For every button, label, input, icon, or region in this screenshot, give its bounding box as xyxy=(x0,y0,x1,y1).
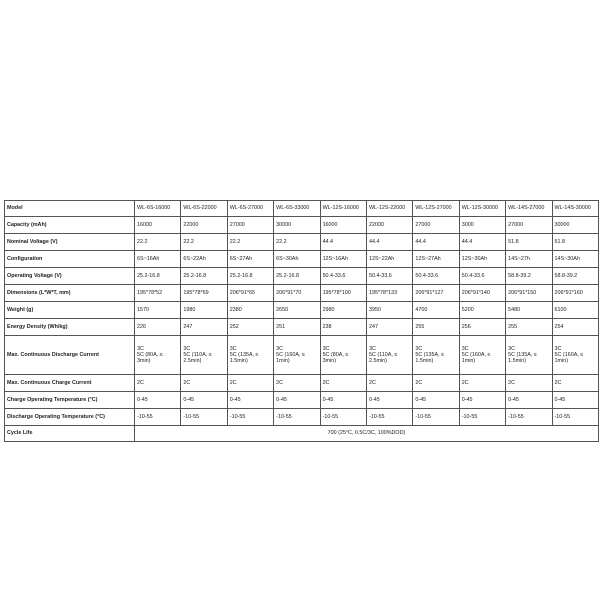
table-cell: 12S~16Ah xyxy=(320,251,366,268)
table-cell: 195*78*69 xyxy=(181,285,227,302)
table-cell: 30000 xyxy=(552,217,598,234)
table-cell: -10-55 xyxy=(320,409,366,426)
table-cell: 2C xyxy=(366,375,412,392)
table-cell: 0-45 xyxy=(135,392,181,409)
table-cell: -10-55 xyxy=(413,409,459,426)
table-cell: 16000 xyxy=(320,217,366,234)
table-cell: 2C xyxy=(552,375,598,392)
row-label: Charge Operating Temperature (°C) xyxy=(5,392,135,409)
table-cell: 44.4 xyxy=(459,234,505,251)
table-row xyxy=(5,336,599,375)
table-cell: 226 xyxy=(135,319,181,336)
table-cell: 0-45 xyxy=(459,392,505,409)
table-cell: 12S~30Ah xyxy=(459,251,505,268)
row-label: Cycle Life xyxy=(5,426,135,442)
row-label: Configuration xyxy=(5,251,135,268)
table-cell: -10-55 xyxy=(135,409,181,426)
table-cell: 14S~27h xyxy=(506,251,552,268)
table-cell: 2C xyxy=(135,375,181,392)
table-cell: 22.2 xyxy=(274,234,320,251)
row-label: Max. Continuous Discharge Current xyxy=(5,336,135,375)
model-header: WL-14S-27000 xyxy=(506,201,552,217)
model-header: WL-6S-22000 xyxy=(181,201,227,217)
table-cell: 44.4 xyxy=(320,234,366,251)
table-cell: 25.2-16.8 xyxy=(227,268,273,285)
table-row xyxy=(5,251,599,268)
table-cell: -10-55 xyxy=(181,409,227,426)
table-header-row xyxy=(5,201,599,217)
table-cell: 0-45 xyxy=(274,392,320,409)
model-header: WL-12S-22000 xyxy=(366,201,412,217)
table-cell: -10-55 xyxy=(506,409,552,426)
table-cell: 22000 xyxy=(366,217,412,234)
row-label: Discharge Operating Temperature (°C) xyxy=(5,409,135,426)
table-cell: 22.2 xyxy=(227,234,273,251)
table-cell: 0-45 xyxy=(366,392,412,409)
table-cell: 50.4-33.6 xyxy=(366,268,412,285)
table-cell: 3C 5C (135A, ≤ 1.5min) xyxy=(413,336,459,375)
table-cell: 0-45 xyxy=(320,392,366,409)
table-cell: 25.2-16.8 xyxy=(181,268,227,285)
table-cell: 51.8 xyxy=(506,234,552,251)
cycle-life-value: 700 (25°C, 0.5C/3C, 100%DOD) xyxy=(135,426,599,442)
table-cell: 1570 xyxy=(135,302,181,319)
table-cell: 25.2-16.8 xyxy=(274,268,320,285)
table-cell: 3C 5C (135A, ≤ 1.5min) xyxy=(227,336,273,375)
table-cell: 6S~30Ah xyxy=(274,251,320,268)
table-cell: 27000 xyxy=(506,217,552,234)
table-cell: 206*91*140 xyxy=(459,285,505,302)
table-cell: -10-55 xyxy=(552,409,598,426)
table-cell: 2C xyxy=(506,375,552,392)
table-cell: -10-55 xyxy=(366,409,412,426)
table-cell: 2C xyxy=(181,375,227,392)
cycle-life-row xyxy=(5,426,599,442)
model-header: WL-12S-30000 xyxy=(459,201,505,217)
table-row xyxy=(5,302,599,319)
row-label: Nominal Voltage (V) xyxy=(5,234,135,251)
model-header: WL-6S-33000 xyxy=(274,201,320,217)
battery-spec-table xyxy=(4,200,599,442)
table-cell: -10-55 xyxy=(459,409,505,426)
table-cell: 6S~16Ah xyxy=(135,251,181,268)
table-cell: 44.4 xyxy=(413,234,459,251)
table-cell: 3C 5C (135A, ≤ 1.5min) xyxy=(506,336,552,375)
table-row xyxy=(5,409,599,426)
model-header: WL-6S-27000 xyxy=(227,201,273,217)
table-cell: 50.4-33.6 xyxy=(320,268,366,285)
table-cell: 195*78*133 xyxy=(366,285,412,302)
table-row xyxy=(5,268,599,285)
table-cell: 30000 xyxy=(274,217,320,234)
table-cell: 27000 xyxy=(413,217,459,234)
table-cell: 16000 xyxy=(135,217,181,234)
table-cell: 50.4-33.6 xyxy=(459,268,505,285)
table-cell: 206*91*65 xyxy=(227,285,273,302)
table-row xyxy=(5,392,599,409)
model-header: WL-12S-16000 xyxy=(320,201,366,217)
table-cell: 3C 5C (160A, ≤ 1min) xyxy=(274,336,320,375)
table-cell: 25.2-16.8 xyxy=(135,268,181,285)
table-cell: 206*91*127 xyxy=(413,285,459,302)
table-cell: 22.2 xyxy=(135,234,181,251)
row-label: Weight (g) xyxy=(5,302,135,319)
table-cell: 2980 xyxy=(320,302,366,319)
row-label: Operating Voltage (V) xyxy=(5,268,135,285)
table-cell: 3C 5C (80A, ≤ 3min) xyxy=(135,336,181,375)
row-label: Energy Density (Wh/kg) xyxy=(5,319,135,336)
table-cell: 252 xyxy=(227,319,273,336)
table-cell: 247 xyxy=(181,319,227,336)
table-cell: 3C 5C (160A, ≤ 1min) xyxy=(552,336,598,375)
table-cell: 3C 5C (80A, ≤ 3min) xyxy=(320,336,366,375)
table-cell: 1980 xyxy=(181,302,227,319)
row-label: Dimensions (L*W*T, mm) xyxy=(5,285,135,302)
table-cell: 3C 5C (110A, ≤ 2.5min) xyxy=(366,336,412,375)
table-cell: 2C xyxy=(320,375,366,392)
table-cell: 2650 xyxy=(274,302,320,319)
table-row xyxy=(5,319,599,336)
table-cell: 255 xyxy=(506,319,552,336)
table-cell: 251 xyxy=(274,319,320,336)
table-cell: 247 xyxy=(366,319,412,336)
table-cell: 14S~30Ah xyxy=(552,251,598,268)
table-cell: 255 xyxy=(413,319,459,336)
table-cell: 3C 5C (160A, ≤ 1min) xyxy=(459,336,505,375)
table-cell: 6S~22Ah xyxy=(181,251,227,268)
table-cell: 50.4-33.6 xyxy=(413,268,459,285)
table-cell: 0-45 xyxy=(506,392,552,409)
table-cell: 195*78*52 xyxy=(135,285,181,302)
table-cell: 0-45 xyxy=(181,392,227,409)
table-cell: 2380 xyxy=(227,302,273,319)
table-cell: 22000 xyxy=(181,217,227,234)
table-row xyxy=(5,217,599,234)
table-cell: 58.8-39.2 xyxy=(506,268,552,285)
table-cell: 22.2 xyxy=(181,234,227,251)
table-cell: 5480 xyxy=(506,302,552,319)
table-cell: 238 xyxy=(320,319,366,336)
spec-table-body xyxy=(5,201,599,442)
table-cell: 206*91*70 xyxy=(274,285,320,302)
table-row xyxy=(5,375,599,392)
table-cell: 6S~27Ah xyxy=(227,251,273,268)
table-cell: 2C xyxy=(227,375,273,392)
table-cell: 12S~27Ah xyxy=(413,251,459,268)
table-cell: 4700 xyxy=(413,302,459,319)
table-cell: 0-45 xyxy=(552,392,598,409)
row-label: Capacity (mAh) xyxy=(5,217,135,234)
table-cell: 3000 xyxy=(459,217,505,234)
table-cell: 2C xyxy=(274,375,320,392)
table-cell: 3C 5C (110A, ≤ 2.5min) xyxy=(181,336,227,375)
table-cell: 27000 xyxy=(227,217,273,234)
model-header: WL-6S-16000 xyxy=(135,201,181,217)
table-row xyxy=(5,234,599,251)
table-cell: 5200 xyxy=(459,302,505,319)
table-cell: 206*91*160 xyxy=(552,285,598,302)
table-cell: 44.4 xyxy=(366,234,412,251)
table-cell: 51.8 xyxy=(552,234,598,251)
model-header: WL-14S-30000 xyxy=(552,201,598,217)
table-cell: 58.8-39.2 xyxy=(552,268,598,285)
table-cell: 2C xyxy=(413,375,459,392)
table-cell: -10-55 xyxy=(274,409,320,426)
row-label: Max. Continuous Charge Current xyxy=(5,375,135,392)
table-cell: 6100 xyxy=(552,302,598,319)
table-cell: 3950 xyxy=(366,302,412,319)
table-cell: 12S~22Ah xyxy=(366,251,412,268)
table-cell: 206*91*150 xyxy=(506,285,552,302)
table-row xyxy=(5,285,599,302)
table-cell: -10-55 xyxy=(227,409,273,426)
table-cell: 0-45 xyxy=(413,392,459,409)
table-cell: 2C xyxy=(459,375,505,392)
table-cell: 256 xyxy=(459,319,505,336)
header-label: Model xyxy=(5,201,135,217)
table-cell: 254 xyxy=(552,319,598,336)
table-cell: 195*78*100 xyxy=(320,285,366,302)
table-cell: 0-45 xyxy=(227,392,273,409)
model-header: WL-12S-27000 xyxy=(413,201,459,217)
